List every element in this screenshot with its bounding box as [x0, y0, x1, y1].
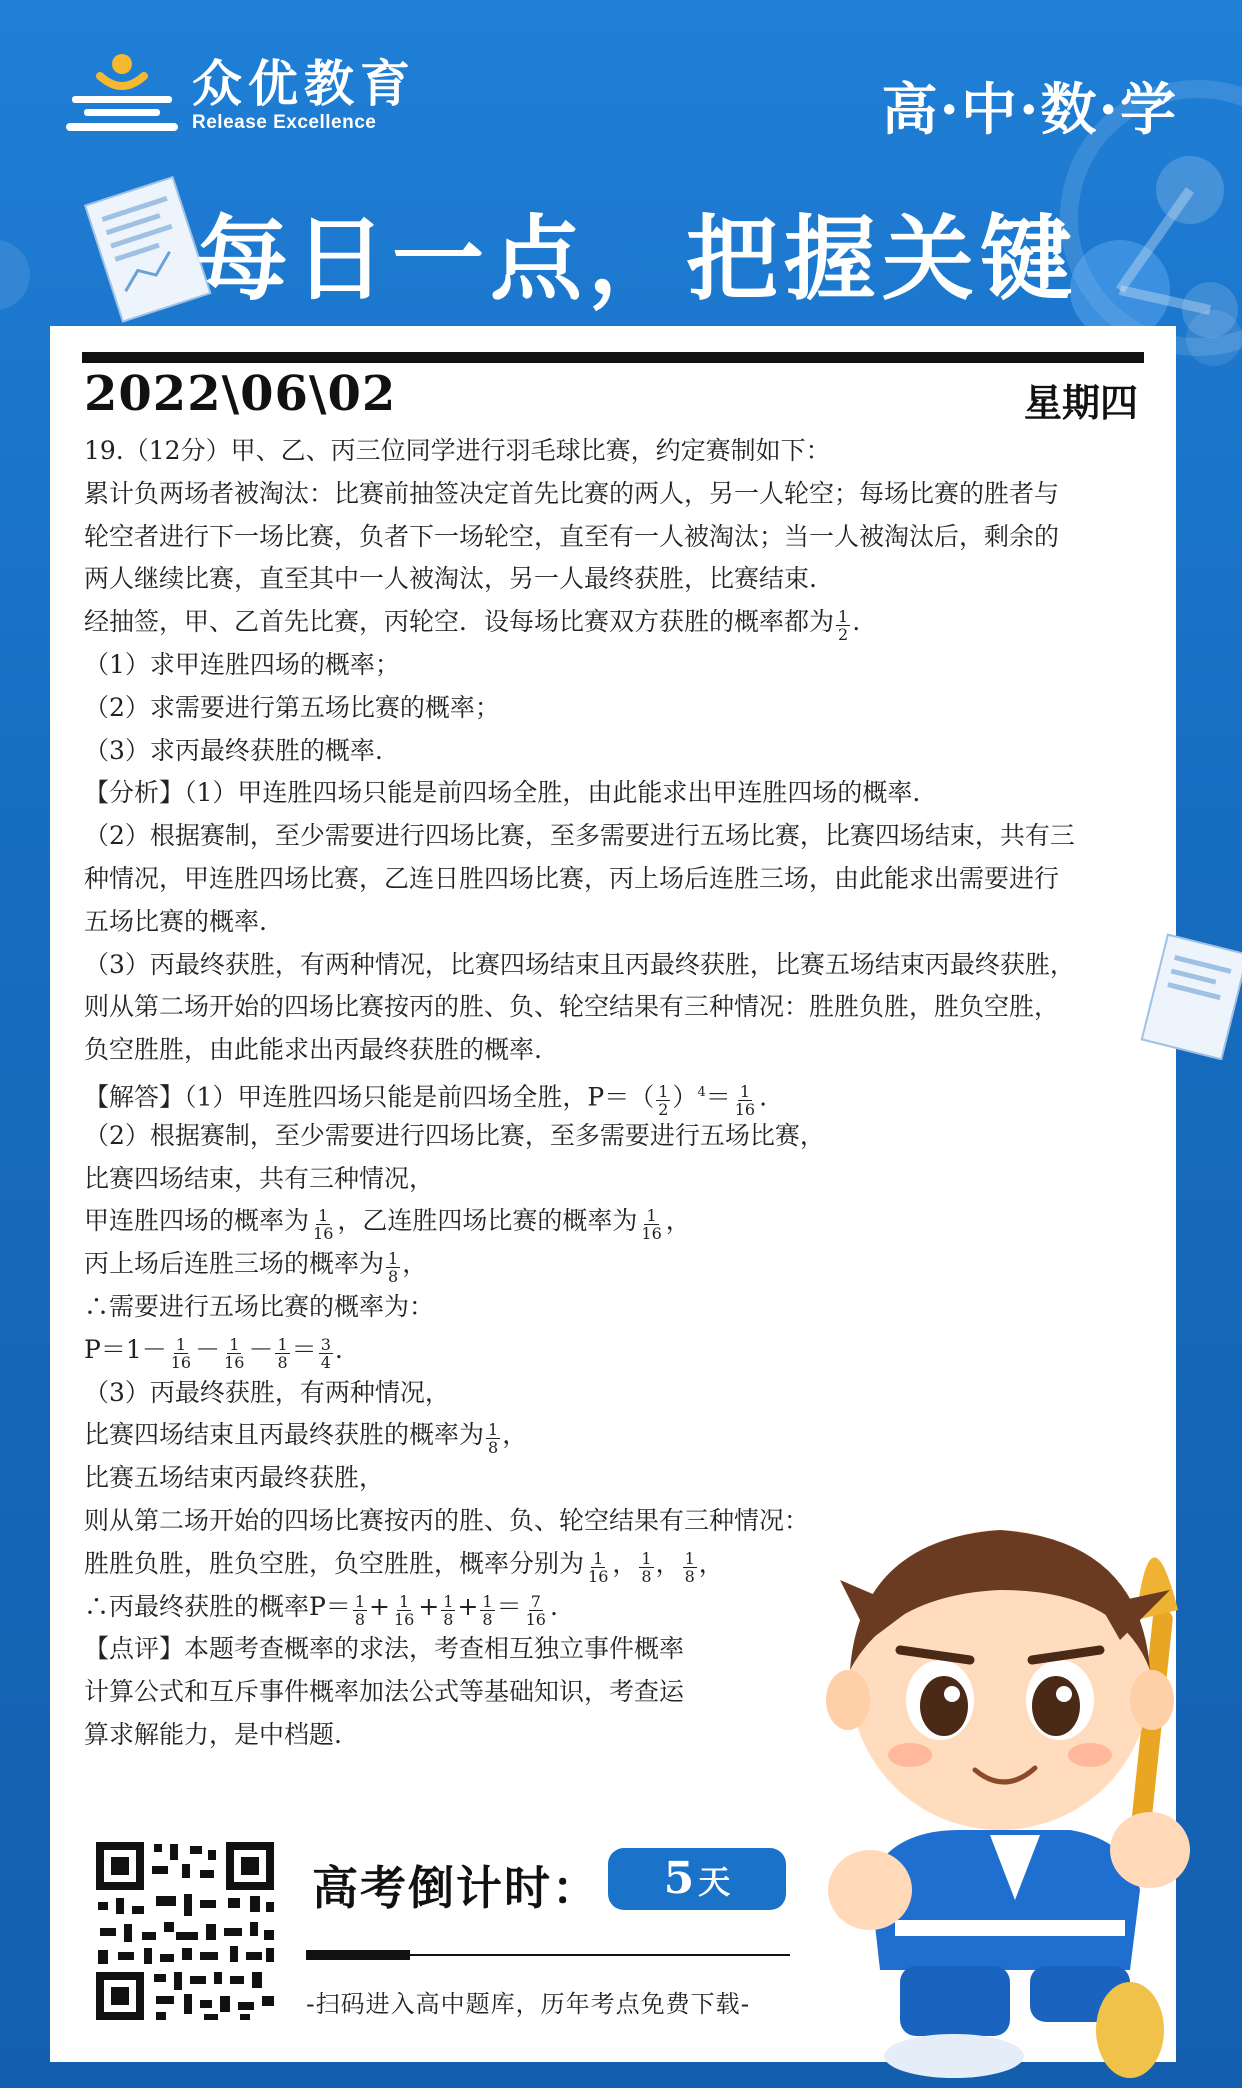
paper-doc-icon: [84, 170, 214, 330]
text-line: 两人继续比赛，直至其中一人被淘汰，另一人最终获胜，比赛结束.: [84, 564, 817, 594]
fraction: $\frac{1}{16}$: [313, 1206, 334, 1244]
text-line: （2）根据赛制，至少需要进行四场比赛，至多需要进行五场比赛，: [84, 1120, 825, 1150]
fraction: $\frac{1}{16}$: [224, 1334, 245, 1372]
countdown-unit: 天: [698, 1863, 731, 1901]
text-line: 19.（12分）甲、乙、丙三位同学进行羽毛球比赛，约定赛制如下：: [84, 436, 831, 465]
paper-doc-icon: [1140, 930, 1242, 1060]
slogan: 每日一点，把握关键: [196, 206, 1079, 313]
fraction: $\frac{1}{8}$: [482, 1591, 493, 1629]
fraction: $\frac{1}{8}$: [388, 1249, 399, 1287]
text-line: （1）求甲连胜四场的概率；: [84, 649, 400, 679]
brand-name-en: Release Excellence: [192, 112, 377, 133]
text-line: 经抽签，甲、乙首先比赛，丙轮空．设每场比赛双方获胜的概率都为 $\frac{1}{2}$ .: [84, 607, 861, 645]
scan-note: -扫码进入高中题库，历年考点免费下载-: [306, 1990, 751, 2018]
fraction: $\frac{1}{16}$: [170, 1334, 192, 1372]
divider-thin: [410, 1954, 790, 1956]
fraction: $\frac{1}{8}$: [443, 1591, 454, 1629]
brand-logo: [66, 52, 416, 138]
qr-code-icon[interactable]: [90, 1836, 280, 2026]
divider-thick: [306, 1950, 410, 1960]
fraction: $\frac{1}{16}$: [641, 1206, 662, 1244]
fraction: $\frac{7}{16}$: [525, 1591, 546, 1629]
card-top-rule: [82, 352, 1144, 363]
fraction: $\frac{3}{4}$: [320, 1334, 331, 1372]
text-line: （2）求需要进行第五场比赛的概率；: [84, 692, 500, 722]
countdown-number: 5: [663, 1853, 695, 1904]
fraction: $\frac{1}{8}$: [684, 1548, 695, 1586]
fraction: $\frac{1}{8}$: [488, 1420, 499, 1458]
text-line: 比赛五场结束丙最终获胜，: [84, 1463, 385, 1493]
fraction: $\frac{1}{2}$: [658, 1082, 669, 1120]
fraction: $\frac{1}{8}$: [277, 1334, 288, 1372]
text-line: 则从第二场开始的四场比赛按丙的胜、负、轮空结果有三种情况：胜胜负胜，胜负空胜，: [84, 992, 1060, 1022]
text-line: 五场比赛的概率.: [84, 906, 267, 936]
text-line: 胜胜负胜，胜负空胜，负空胜胜，概率分别为 $\frac{1}{16}$ ， $\frac{1}{8}$ ， $\frac{1}{8}$ ，: [84, 1548, 724, 1586]
text-line: （3）丙最终获胜，有两种情况，: [84, 1377, 450, 1407]
fraction: $\frac{1}{2}$: [838, 607, 849, 645]
text-line: （3）求丙最终获胜的概率.: [84, 735, 383, 765]
text-line: 【分析】（1）甲连胜四场只能是前四场全胜，由此能求出甲连胜四场的概率.: [84, 778, 921, 808]
text-line: 甲连胜四场的概率为 $\frac{1}{16}$ ，乙连胜四场比赛的概率为 $\frac{1}{16}$ ，: [84, 1206, 691, 1244]
countdown-badge: [608, 1848, 786, 1910]
text-line: ∴丙最终获胜的概率P＝ $\frac{1}{8}$ + $\frac{1}{16}$ + $\frac{1}{8}$ + $\frac{1}{8}$ ＝ $\frac{7}{16}$ .: [84, 1591, 558, 1629]
fraction: $\frac{1}{16}$: [734, 1082, 756, 1120]
text-line: （2）根据赛制，至少需要进行四场比赛，至多需要进行五场比赛，比赛四场结束，共有三: [84, 821, 1075, 851]
mascot-boy-icon: [800, 1500, 1220, 2080]
text-line: 负空胜胜，由此能求出丙最终获胜的概率.: [84, 1035, 542, 1065]
text-line: 累计负两场者被淘汰：比赛前抽签决定首先比赛的两人，另一人轮空；每场比赛的胜者与: [84, 478, 1060, 508]
text-line: 种情况，甲连胜四场比赛，乙连日胜四场比赛，丙上场后连胜三场，由此能求出需要进行: [84, 863, 1060, 893]
text-line: 算求解能力，是中档题.: [84, 1719, 342, 1749]
fraction: $\frac{1}{8}$: [641, 1548, 652, 1586]
text-line: 计算公式和互斥事件概率加法公式等基础知识，考查运: [84, 1677, 685, 1707]
fraction: $\frac{1}{8}$: [354, 1591, 366, 1629]
text-line: P＝1－ $\frac{1}{16}$ － $\frac{1}{16}$ － $\frac{1}{8}$ ＝ $\frac{3}{4}$ .: [84, 1334, 343, 1372]
brand-name-cn: 众优教育: [192, 55, 416, 113]
text-line: 比赛四场结束，共有三种情况，: [84, 1163, 435, 1193]
text-line: 丙上场后连胜三场的概率为 $\frac{1}{8}$ ，: [84, 1249, 428, 1287]
text-line: 【解答】（1）甲连胜四场只能是前四场全胜，P＝（ $\frac{1}{2}$ ）$^4$＝ $\frac{1}{16}$ .: [84, 1082, 768, 1120]
text-line: ∴需要进行五场比赛的概率为：: [84, 1291, 435, 1321]
text-line: （3）丙最终获胜，有两种情况，比赛四场结束且丙最终获胜，比赛五场结束丙最终获胜，: [84, 949, 1075, 979]
subject-title: 高·中·数·学: [881, 77, 1178, 143]
text-line: 【点评】本题考查概率的求法，考查相互独立事件概率: [84, 1634, 685, 1664]
countdown-label: 高考倒计时：: [312, 1861, 600, 1915]
text-line: 则从第二场开始的四场比赛按丙的胜、负、轮空结果有三种情况：: [84, 1505, 810, 1535]
weekday: 星期四: [1023, 380, 1138, 425]
fraction: $\frac{1}{16}$: [393, 1591, 415, 1629]
text-line: 比赛四场结束且丙最终获胜的概率为 $\frac{1}{8}$ ，: [84, 1420, 528, 1458]
fraction: $\frac{1}{16}$: [588, 1548, 609, 1586]
date: 2022\06\02: [84, 366, 397, 422]
text-line: 轮空者进行下一场比赛，负者下一场轮空，直至有一人被淘汰；当一人被淘汰后，剩余的: [84, 521, 1060, 551]
brand-mark-icon: [66, 52, 178, 138]
